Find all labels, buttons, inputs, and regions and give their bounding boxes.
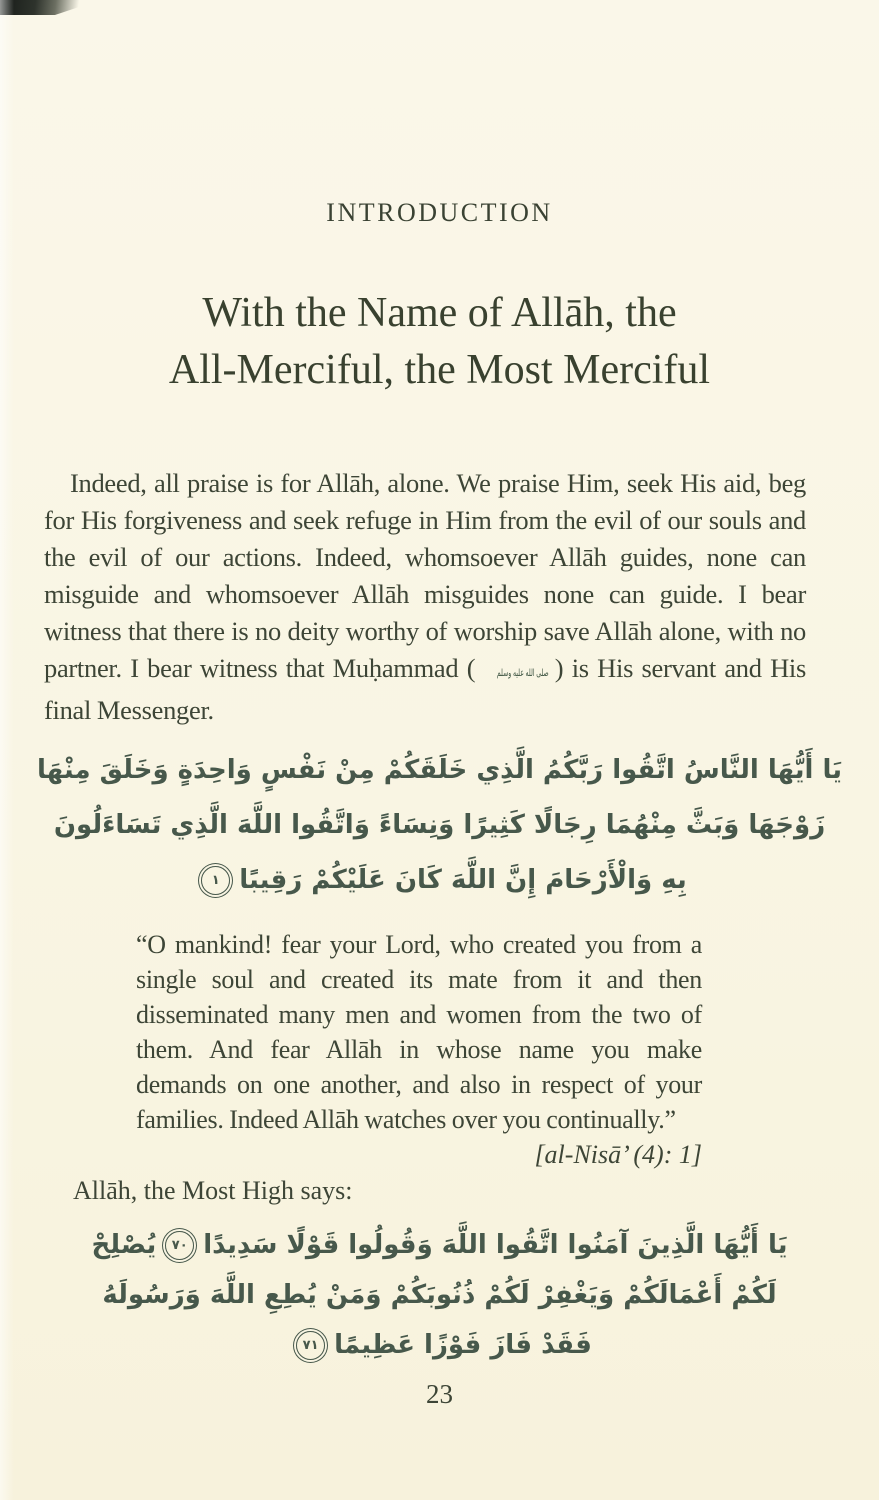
title-line-1: With the Name of Allāh, the xyxy=(202,290,677,336)
arabic-line-1 xyxy=(0,1220,879,1270)
arabic-line-1-continuation: يُصْلِحْ xyxy=(91,1230,157,1260)
ayah-number-marker-70: ٧٠ xyxy=(165,1231,194,1260)
opening-text-after: is His servant and His final Messenger. xyxy=(44,653,806,725)
verse-translation: “O mankind! fear your Lord, who created you from a single soul and created its mate from it and then disseminated many men and women from the two of them. And fear Allāh in whose name you make demands on one another, and also in respect of your families. Indeed Allāh watches over you continually.” xyxy=(136,930,702,1134)
quran-arabic-verse-ahzab xyxy=(0,1220,879,1370)
chapter-kicker: INTRODUCTION xyxy=(326,198,553,227)
sallallahu-alayhi-wasallam-symbol: صلى الله عليه وسلم xyxy=(497,668,549,679)
arabic-line-1: يَا أَيُّهَا النَّاسُ اتَّقُوا رَبَّكُمُ الَّذِي خَلَقَكُمْ مِنْ نَفْسٍ وَاحِدَةٍ وَخَلَقَ مِنْهَا xyxy=(36,755,843,785)
arabic-line-3 xyxy=(0,1320,879,1370)
honorific-paren-close: ) xyxy=(554,653,564,683)
opening-paragraph xyxy=(44,465,806,729)
arabic-line-3-text: بِهِ وَالْأَرْحَامَ إِنَّ اللَّهَ كَانَ عَلَيْكُمْ رَقِيبًا xyxy=(239,865,687,895)
arabic-line-2: لَكُمْ أَعْمَالَكُمْ وَيَغْفِرْ لَكُمْ ذُنُوبَكُمْ وَمَنْ يُطِعِ اللَّهَ وَرَسُولَهُ xyxy=(102,1280,777,1310)
transition-line: Allāh, the Most High says: xyxy=(73,1176,353,1205)
ayah-number-marker-71: ٧١ xyxy=(296,1331,325,1360)
page-number: 23 xyxy=(426,1379,453,1409)
arabic-line-3 xyxy=(0,853,879,908)
basmala-title xyxy=(0,285,879,399)
title-line-2: All-Merciful, the Most Merciful xyxy=(168,347,711,393)
quran-arabic-verse-nisa xyxy=(0,743,879,908)
arabic-line-1-text: يَا أَيُّهَا الَّذِينَ آمَنُوا اتَّقُوا اللَّهَ وَقُولُوا قَوْلًا سَدِيدًا xyxy=(203,1230,788,1260)
ayah-number-marker-1: ١ xyxy=(201,866,230,895)
arabic-line-2: زَوْجَهَا وَبَثَّ مِنْهُمَا رِجَالًا كَثِيرًا وَنِسَاءً وَاتَّقُوا اللَّهَ الَّذِي تَسَاءَلُونَ xyxy=(53,810,826,840)
scan-corner-artifact xyxy=(0,0,100,15)
verse-reference: [al-Nisā’ (4): 1] xyxy=(534,1140,702,1169)
honorific-paren-open: ( xyxy=(466,653,476,683)
arabic-line-3-text: فَقَدْ فَازَ فَوْزًا عَظِيمًا xyxy=(334,1330,592,1360)
opening-text-before: Indeed, all praise is for Allāh, alone. We praise Him, seek His aid, beg for His forgiveness and seek refuge in Him from the evil of our souls and the evil of our actions. Indeed, whomsoever Allāh guides, none can misguide and whomsoever Allāh misguides none can guide. I bear witness that there is no deity worthy of worship save Allāh alone, with no partner. I bear witness that Muḥammad xyxy=(44,468,806,683)
